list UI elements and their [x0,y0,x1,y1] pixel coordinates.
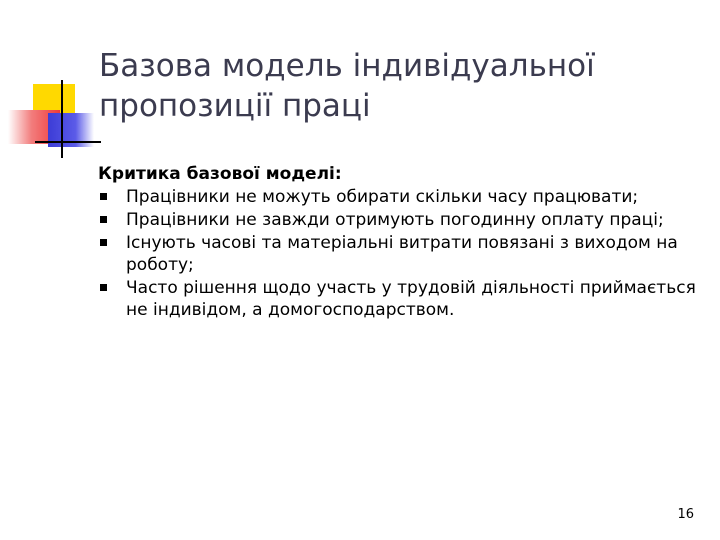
square-bullet-icon [100,193,107,200]
decorative-vertical-line [61,80,63,158]
slide-body [98,163,698,322]
square-bullet-icon [100,216,107,223]
bullet-item [98,232,698,276]
square-bullet-icon [100,284,107,291]
bullet-item [98,209,698,231]
slide-title: Базова модель індивідуальної пропозиції праці [99,48,595,124]
bullet-text: Часто рішення щодо участь у трудовій діяльності приймається не індивідом, а домогосподарством. [126,278,696,320]
square-bullet-icon [100,239,107,246]
bullet-list [98,186,698,321]
bullet-item [98,277,698,321]
page-number: 16 [677,507,694,522]
bullet-text: Працівники не завжди отримують погодинну оплату праці; [126,210,664,230]
subheading: Критика базової моделі: [98,164,342,184]
bullet-text: Існують часові та матеріальні витрати повязані з виходом на роботу; [126,233,678,275]
decorative-horizontal-line [35,141,101,143]
bullet-text: Працівники не можуть обирати скільки часу працювати; [126,187,639,207]
bullet-item [98,186,698,208]
